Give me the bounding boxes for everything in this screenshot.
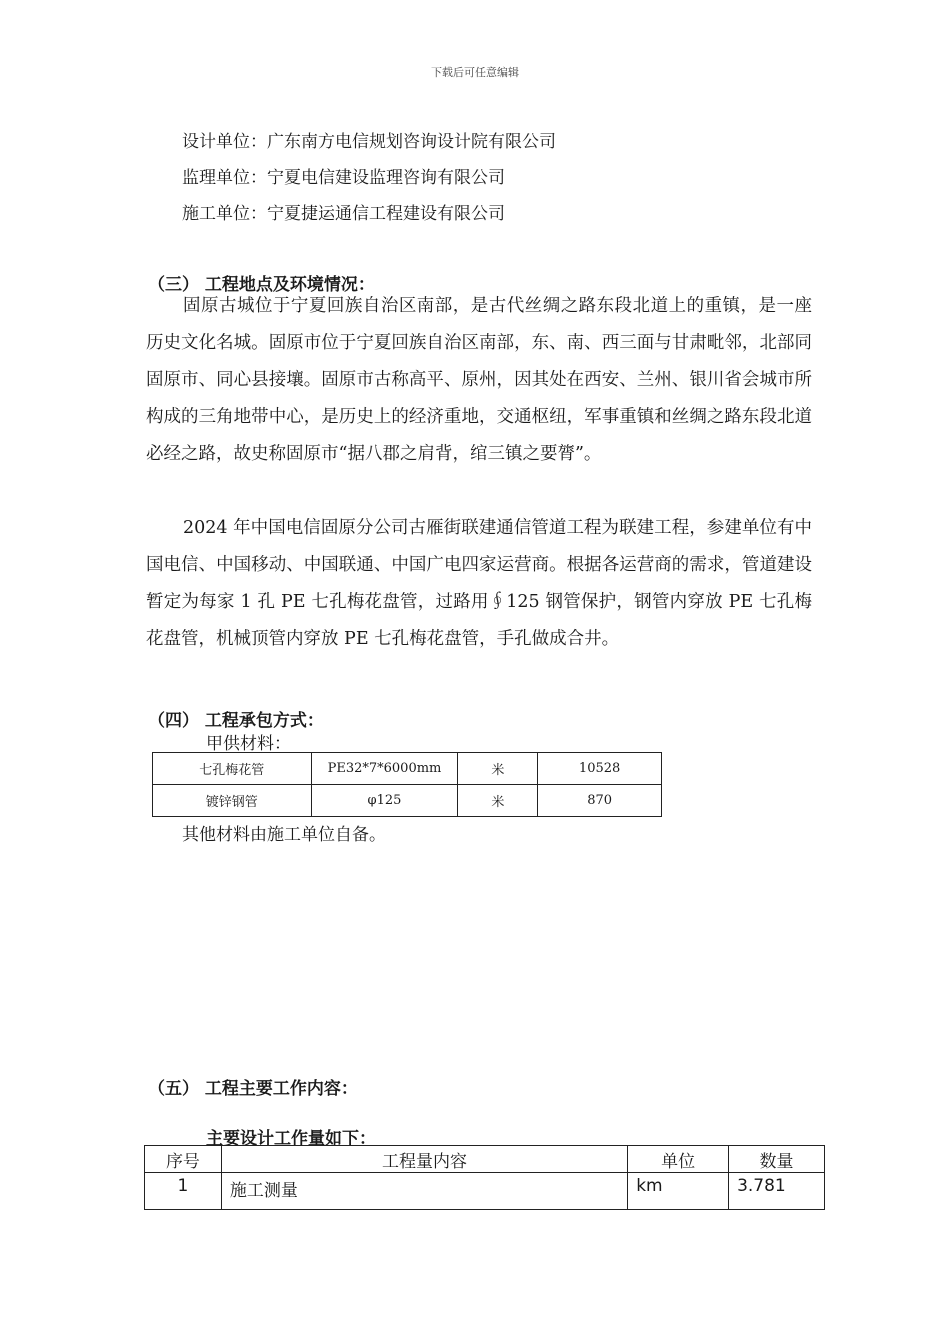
workload-table <box>144 1145 825 1210</box>
material-unit: 米 <box>458 785 538 817</box>
supplied-materials-label: 甲供材料： <box>206 734 291 754</box>
column-header-no: 序号 <box>145 1146 222 1173</box>
material-name: 镀锌钢管 <box>153 785 312 817</box>
row-content: 施工测量 <box>221 1173 627 1210</box>
material-name: 七孔梅花管 <box>153 753 312 785</box>
section3-paragraph-project: 2024 年中国电信固原分公司古雁街联建通信管道工程为联建工程，参建单位有中国电信、中国移动、中国联通、中国广电四家运营商。根据各运营商的需求，管道建设暂定为每家 1 孔 PE 七孔梅花盘管，过路用∮125 钢管保护，钢管内穿放 PE 七孔梅花盘管，机械顶管内穿放 PE 七孔梅花盘管，手孔做成合井。 <box>146 518 812 649</box>
material-qty: 870 <box>538 785 662 817</box>
design-unit-line: 设计单位：广东南方电信规划咨询设计院有限公司 <box>182 132 556 152</box>
supervision-unit-line: 监理单位：宁夏电信建设监理咨询有限公司 <box>182 168 505 188</box>
row-no: 1 <box>145 1173 222 1210</box>
material-unit: 米 <box>458 753 538 785</box>
column-header-qty: 数量 <box>729 1146 825 1173</box>
section3-paragraph-location: 固原古城位于宁夏回族自治区南部，是古代丝绸之路东段北道上的重镇，是一座历史文化名城。固原市位于宁夏回族自治区南部，东、南、西三面与甘肃毗邻，北部同固原市、同心县接壤。固原市古称高平、原州，因其处在西安、兰州、银川省会城市所构成的三角地带中心，是历史上的经济重地，交通枢纽，军事重镇和丝绸之路东段北道必经之路，故史称固原市“据八郡之肩背，绾三镇之要膂”。 <box>146 296 812 464</box>
section3-heading: （三） 工程地点及环境情况： <box>148 275 375 295</box>
materials-table <box>152 752 662 817</box>
row-qty: 3.781 <box>729 1173 825 1210</box>
table-row <box>145 1173 825 1210</box>
table-header-row <box>145 1146 825 1173</box>
material-spec: PE32*7*6000mm <box>311 753 458 785</box>
table-row <box>153 753 662 785</box>
workload-subheading: 主要设计工作量如下： <box>206 1129 376 1149</box>
page-header: 下载后可任意编辑 <box>431 66 519 79</box>
material-qty: 10528 <box>538 753 662 785</box>
section5-heading: （五） 工程主要工作内容： <box>148 1079 358 1099</box>
material-spec: φ125 <box>311 785 458 817</box>
column-header-unit: 单位 <box>628 1146 729 1173</box>
row-unit: km <box>628 1173 729 1210</box>
table-row <box>153 785 662 817</box>
section4-heading: （四） 工程承包方式： <box>148 711 324 731</box>
column-header-content: 工程量内容 <box>221 1146 627 1173</box>
construction-unit-line: 施工单位：宁夏捷运通信工程建设有限公司 <box>182 204 505 224</box>
other-materials-note: 其他材料由施工单位自备。 <box>182 825 386 845</box>
